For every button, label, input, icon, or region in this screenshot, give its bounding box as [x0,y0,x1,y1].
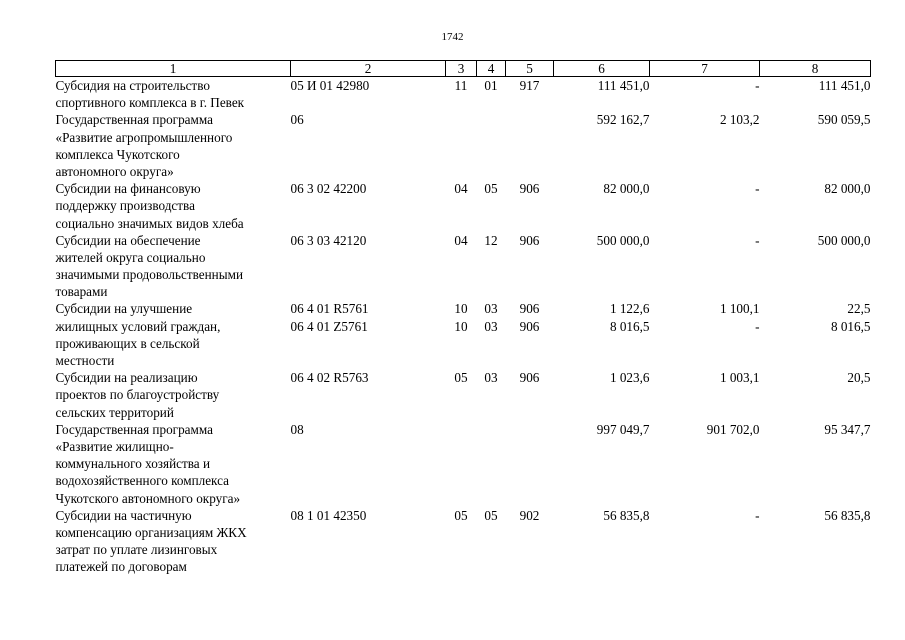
row-subsection-cell [477,180,506,232]
row-section-cell [446,232,477,301]
cell-line: водохозяйственного комплекса [55,473,230,489]
cell-line [506,111,554,128]
row-code-cell [291,369,446,421]
cell-line: 05 [484,507,498,523]
row-total-cell [554,300,650,369]
column-header: 2 [291,61,446,77]
cell-line: 111 451,0 [818,78,871,93]
cell-line: 22,5 [847,301,871,317]
row-regional-cell [760,111,871,180]
cell-line: 2 103,2 [719,112,760,128]
column-header: 1 [56,61,291,77]
cell-line: Субсидии на обеспечение [55,232,201,248]
cell-line: 917 [519,78,540,93]
row-name-cell [56,421,291,507]
cell-line: местности [55,353,115,368]
row-subsection-cell [477,77,506,112]
row-name-cell [56,232,291,301]
cell-line: Субсидия на строительство [55,78,210,93]
cell-line: комплекса Чукотского [55,146,180,162]
cell-line: 906 [519,232,540,248]
cell-line: 06 3 03 42120 [290,232,367,248]
row-federal-cell [650,180,760,232]
row-code-cell [291,111,446,180]
cell-line: 997 049,7 [596,421,650,437]
cell-line: 01 [484,78,498,93]
cell-line: 82 000,0 [603,181,650,197]
cell-line: товарами [55,284,108,300]
row-name-cell [56,507,291,576]
cell-line: спортивного комплекса в г. Певек [55,95,245,111]
cell-line: Государственная программа [55,112,213,128]
row-name-cell [56,77,291,112]
cell-line: 590 059,5 [817,112,871,128]
cell-line: 08 [290,421,304,437]
row-section-cell [446,369,477,421]
cell-line: 06 3 02 42200 [290,181,367,197]
column-header: 5 [506,61,554,77]
row-code-cell [291,77,446,112]
row-grbs-cell [506,77,554,112]
row-grbs-cell [506,111,554,180]
table-row [56,180,871,232]
cell-line: 04 [454,232,468,248]
row-grbs-cell [506,300,554,369]
cell-line: 05 [454,370,468,386]
row-grbs-cell [506,369,554,421]
cell-line: поддержку производства [55,198,195,214]
cell-line: 500 000,0 [596,232,650,248]
cell-line: 500 000,0 [817,232,871,248]
cell-line: 901 702,0 [706,421,760,437]
row-total-cell [554,77,650,112]
row-federal-cell [650,507,760,576]
table-row [56,421,871,507]
row-federal-cell [650,232,760,301]
row-total-cell [554,421,650,507]
row-grbs-cell [506,180,554,232]
cell-line: социально значимых видов хлеба [55,215,244,231]
cell-line: 03 [484,318,498,334]
table-body [56,77,871,576]
cell-line: 03 [484,370,498,386]
row-regional-cell [760,232,871,301]
column-header: 6 [554,61,650,77]
cell-line: 8 016,5 [830,318,871,334]
cell-line: Субсидии на улучшение [55,301,193,317]
row-grbs-cell [506,507,554,576]
row-subsection-cell [477,232,506,301]
cell-line: 20,5 [847,370,871,386]
cell-line: проектов по благоустройству [55,387,220,403]
table-row [56,111,871,180]
row-federal-cell [650,300,760,369]
cell-line: - [755,318,760,334]
cell-line: сельских территорий [55,404,174,420]
page-number: 1742 [441,31,464,43]
row-subsection-cell [477,507,506,576]
row-code-cell [291,507,446,576]
row-regional-cell [760,180,871,232]
cell-line: - [755,232,760,248]
cell-line: 1 003,1 [719,370,760,386]
cell-line [477,111,506,128]
cell-line: 902 [519,507,540,523]
row-regional-cell [760,77,871,112]
cell-line: 82 000,0 [824,181,871,197]
budget-table [55,60,871,575]
column-header: 8 [760,61,871,77]
row-section-cell [446,77,477,112]
cell-line: 08 1 01 42350 [290,507,367,523]
cell-line: жилищных условий граждан, [55,318,221,334]
row-section-cell [446,111,477,180]
cell-line: компенсацию организациям ЖКХ [55,524,247,540]
row-regional-cell [760,369,871,421]
row-total-cell [554,232,650,301]
cell-line: 1 023,6 [609,370,650,386]
cell-line: 111 451,0 [597,78,650,93]
cell-line: Субсидии на финансовую [55,181,201,197]
cell-line: - [755,78,760,93]
row-section-cell [446,421,477,507]
table-row [56,369,871,421]
row-federal-cell [650,369,760,421]
cell-line [446,111,477,128]
cell-line: 906 [519,301,540,317]
cell-line [506,421,554,438]
cell-line: - [755,181,760,197]
cell-line: Чукотского автономного округа» [55,490,241,506]
cell-line: платежей по договорам [55,559,187,575]
table-row [56,507,871,576]
cell-line: 1 100,1 [719,301,760,317]
row-federal-cell [650,77,760,112]
cell-line [477,421,506,438]
row-grbs-cell [506,421,554,507]
cell-line: 04 [454,181,468,197]
row-code-cell [291,300,446,369]
row-regional-cell [760,300,871,369]
row-grbs-cell [506,232,554,301]
table-row [56,232,871,301]
cell-line: «Развитие агропромышленного [55,129,233,145]
row-subsection-cell [477,300,506,369]
cell-line: коммунального хозяйства и [55,456,211,472]
cell-line: 06 4 02 R5763 [290,370,369,386]
row-total-cell [554,111,650,180]
row-total-cell [554,507,650,576]
row-section-cell [446,180,477,232]
row-name-cell [56,369,291,421]
cell-line: Государственная программа [55,421,213,437]
cell-line: 06 4 01 R5761 [290,301,369,317]
cell-line: 8 016,5 [609,318,650,334]
row-subsection-cell [477,369,506,421]
cell-line: Субсидии на реализацию [55,370,198,386]
cell-line: 03 [484,301,498,317]
row-code-cell [291,232,446,301]
row-subsection-cell [477,421,506,507]
row-section-cell [446,507,477,576]
cell-line: 906 [519,181,540,197]
cell-line: 906 [519,370,540,386]
cell-line: 11 [454,78,468,93]
row-total-cell [554,180,650,232]
cell-line: затрат по уплате лизинговых [55,542,218,558]
cell-line: 95 347,7 [824,421,871,437]
column-header: 3 [446,61,477,77]
cell-line: проживающих в сельской [55,335,200,351]
row-regional-cell [760,507,871,576]
cell-line: 05 И 01 42980 [290,78,370,93]
cell-line: автономного округа» [55,163,174,179]
table-header-row [56,61,871,77]
row-name-cell [56,111,291,180]
table-row [56,300,871,369]
cell-line: - [755,507,760,523]
row-federal-cell [650,111,760,180]
column-header: 7 [650,61,760,77]
cell-line: 1 122,6 [609,301,650,317]
cell-line: 12 [484,232,498,248]
cell-line: 06 4 01 Z5761 [290,318,368,334]
row-federal-cell [650,421,760,507]
cell-line: значимыми продовольственными [55,267,244,283]
cell-line [446,421,477,438]
cell-line: жителей округа социально [55,249,206,265]
cell-line: 10 [454,318,468,334]
column-header: 4 [477,61,506,77]
cell-line: 10 [454,301,468,317]
table-row [56,77,871,112]
row-subsection-cell [477,111,506,180]
cell-line: Субсидии на частичную [55,507,192,523]
row-name-cell [56,180,291,232]
cell-line: 05 [454,507,468,523]
cell-line: 906 [519,318,540,334]
row-total-cell [554,369,650,421]
row-regional-cell [760,421,871,507]
cell-line: 05 [484,181,498,197]
cell-line: «Развитие жилищно- [55,438,174,454]
cell-line: 56 835,8 [824,507,871,523]
row-code-cell [291,180,446,232]
row-code-cell [291,421,446,507]
row-section-cell [446,300,477,369]
cell-line: 56 835,8 [603,507,650,523]
cell-line: 06 [290,112,304,128]
row-name-cell [56,300,291,369]
cell-line: 592 162,7 [596,112,650,128]
